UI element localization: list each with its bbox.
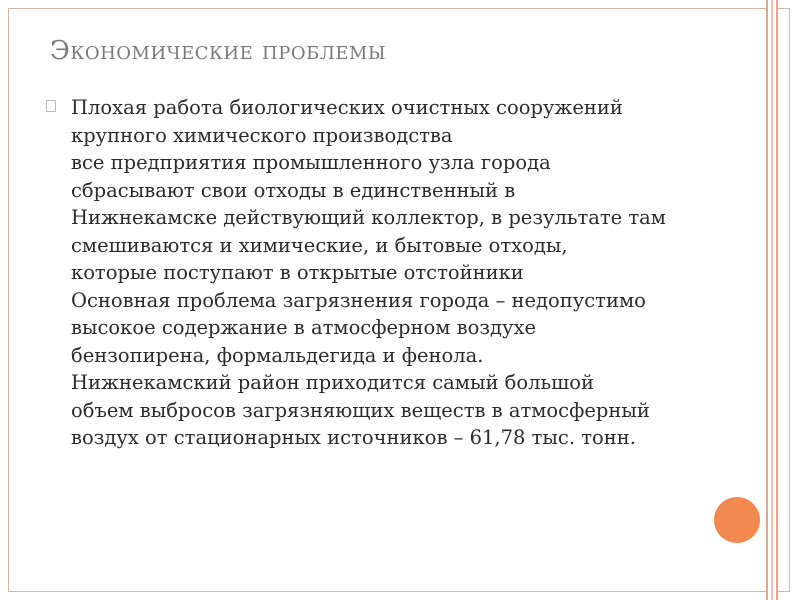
accent-circle: [714, 497, 760, 543]
text-line: смешиваются и химические, и бытовые отходы,: [71, 233, 568, 257]
text-line: которые поступают в открытые отстойники: [71, 261, 524, 284]
text-line: воздух от стационарных источников – 61,78 тыс. тонн.: [71, 426, 636, 449]
bullet-text: [71, 94, 666, 452]
slide-title: Экономические проблемы: [50, 36, 387, 66]
right-decorative-line: [771, 0, 773, 600]
text-line: Плохая работа биологических очистных сооружений: [71, 96, 623, 119]
text-line: объем выбросов загрязняющих веществ в атмосферный: [71, 398, 650, 422]
text-line: сбрасывают свои отходы в единственный в: [71, 178, 516, 202]
text-line: Нижнекамский район приходится самый большой: [71, 371, 595, 394]
text-line: крупного химического производства: [71, 123, 453, 147]
text-line: бензопирена, формальдегида и фенола.: [71, 343, 484, 367]
bullet-square-icon: [46, 100, 56, 112]
text-line: высокое содержание в атмосферном воздухе: [71, 316, 536, 339]
text-line: Нижнекамске действующий коллектор, в результате там: [71, 206, 666, 229]
bullet-item: [46, 94, 726, 452]
text-line: Основная проблема загрязнения города – недопустимо: [71, 288, 646, 312]
slide-content: [46, 94, 726, 452]
text-line: все предприятия промышленного узла города: [71, 151, 551, 174]
